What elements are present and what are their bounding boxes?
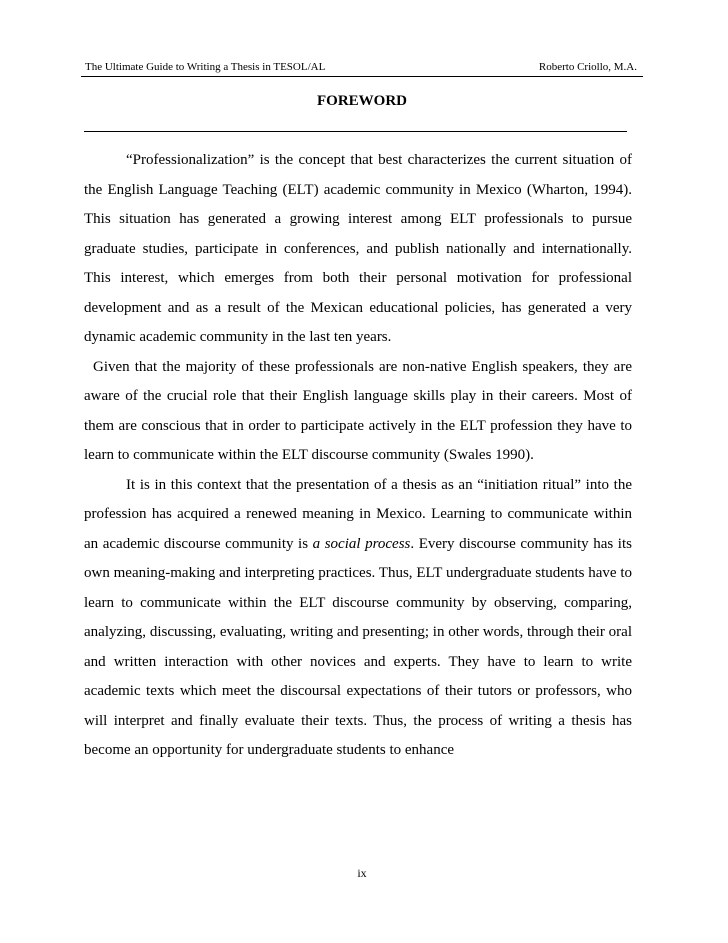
paragraph-1: “Professionalization” is the concept that best characterizes the current situation of the English Language Teaching (ELT) academic community in Mexico (Wharton, 1994). This situation has generated a growing interest among ELT professionals to pursue graduate studies, participate in conferences, and publish nationally and internationally. This interest, which emerges from both their personal motivation for professional development and as a result of the Mexican educational policies, has generated a very dynamic academic community in the last ten years. [84,152,632,345]
header-book-title: The Ultimate Guide to Writing a Thesis in TESOL/AL [85,61,326,73]
title-underline [84,131,627,132]
body-text [84,146,632,766]
header-author: Roberto Criollo, M.A. [538,61,637,73]
paragraph-2: Given that the majority of these professionals are non-native English speakers, they are aware of the crucial role that their English language skills play in their careers. Most of them are conscious that in order to participate actively in the ELT profession they have to learn to communicate within the ELT discourse community (Swales 1990). [84,358,632,463]
header-divider [81,76,643,77]
paragraph-3-part-2: . Every discourse community has its own meaning-making and interpreting practices. Thus, ELT undergraduate students have to learn to communicate within the ELT discourse community by observing, comparing, analyzing, discussing, evaluating, writing and presenting; in other words, through their oral and written interaction with other novices and experts. They have to learn to write academic texts which meet the discoursal expectations of their tutors or professors, who will interpret and finally evaluate their texts. Thus, the process of writing a thesis has become an opportunity for undergraduate students to enhance [84,535,632,758]
paragraph-3-emphasis: a social process [312,535,411,552]
section-title: FOREWORD [317,93,407,109]
paragraph-3 [84,471,632,766]
paragraph-3-part-1: It is in this context that the presentation of a thesis as an “initiation ritual” into the profession has acquired a renewed meaning in Mexico. Learning to communicate within an academic discourse community is [84,476,632,552]
page-number: ix [357,866,367,880]
